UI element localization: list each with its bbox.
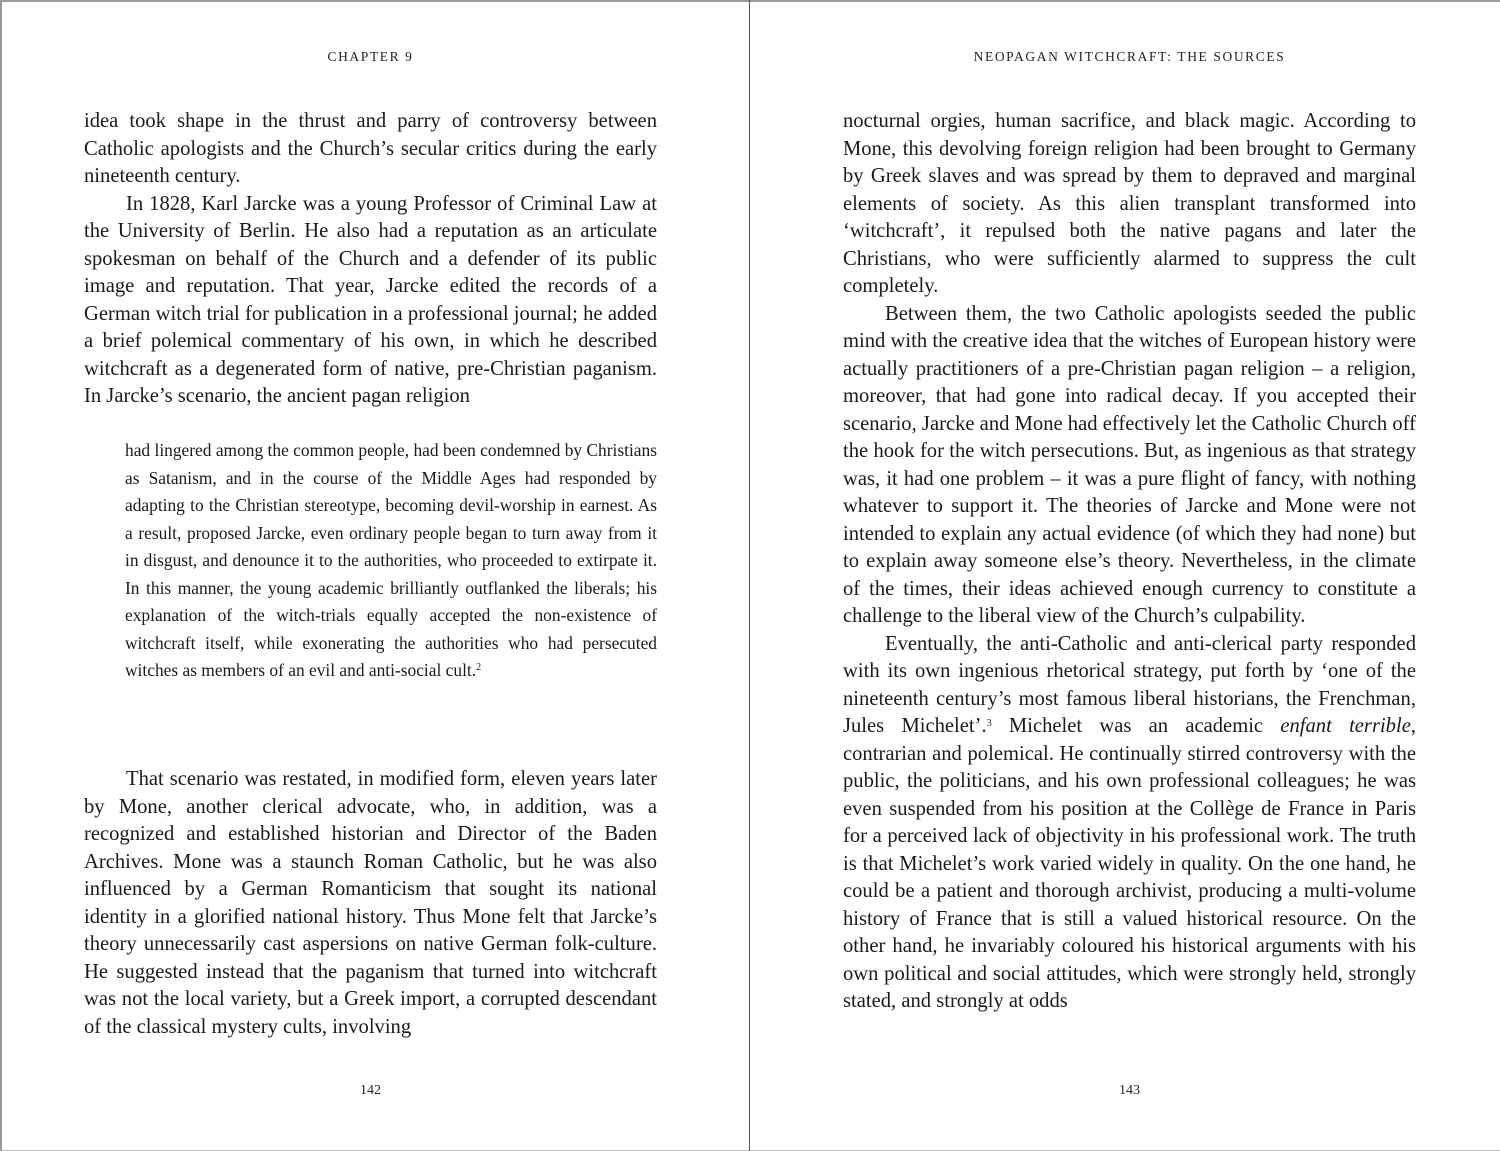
page-number-right: 143 xyxy=(1119,1083,1140,1098)
block-quote xyxy=(125,437,657,685)
paragraph-text: Eventually, the anti-Catholic and anti-clerical party responded with its own ingenious rhetorical strategy, put forth by ‘one of the nineteenth century’s most famous liberal historians, the Frenchman, Jules Michelet’. xyxy=(843,632,1416,737)
paragraph: That scenario was restated, in modified form, eleven years later by Mone, another clerical advocate, who, in addition, was a recognized and established historian and Director of the Baden Archives. Mone was a staunch Roman Catholic, but he was also influenced by a German Romanticism that sought its national identity in a glorified national history. Thus Mone felt that Jarcke’s theory unnecessarily cast aspersions on native German folk-culture. He suggested instead that the paganism that turned into witchcraft was not the local variety, but a Greek import, a corrupted descendant of the classical mystery cults, involving xyxy=(84,768,657,1038)
italic-phrase: enfant terrible xyxy=(1280,715,1411,737)
right-body-text xyxy=(843,108,1416,1016)
footnote-ref[interactable]: 3 xyxy=(986,718,992,729)
paragraph-text: , contrarian and polemical. He continually stirred controversy with the public, the politicians, and his own professional colleagues; he was even suspended from his position at the Collège de France in Paris for a perceived lack of objectivity in his professional work. The truth is that Michelet’s work varied widely in quality. On the one hand, he could be a patient and thorough archivist, producing a multi-volume history of France that is still a valued historical resource. On the other hand, he invariably coloured his historical arguments with his own political and social attitudes, which were strongly held, strongly stated, and strongly at odds xyxy=(843,715,1417,1012)
footnote-ref[interactable]: 2 xyxy=(476,662,482,673)
paragraph-michelet xyxy=(843,631,1416,1016)
left-body-text-continued xyxy=(84,766,657,1041)
paragraph-text: Michelet was an academic xyxy=(991,715,1281,737)
left-page xyxy=(84,0,657,1151)
block-quote-text: had lingered among the common people, had been condemned by Christians as Satanism, and in the course of the Middle Ages had responded by adapting to the Christian stereotype, becoming devil-worship in earnest. As a result, proposed Jarcke, even ordinary people began to turn away from it in disgust, and denounce it to the authorities, who proceeded to extirpate it. In this manner, the young academic brilliantly outflanked the liberals; his explanation of the witch-trials equally accepted the non-existence of witchcraft itself, while exonerating the authorities who had persecuted witches as members of an evil and anti-social cult. xyxy=(125,440,657,680)
paragraph: Between them, the two Catholic apologists seeded the public mind with the creative idea that the witches of European history were actually practitioners of a pre-Christian pagan religion – a religion, moreover, that had gone into radical decay. If you accepted their scenario, Jarcke and Mone had effectively let the Catholic Church off the hook for the witch persecutions. But, as ingenious as that strategy was, it had one problem – it was a pure flight of fancy, with nothing whatever to support it. The theories of Jarcke and Mone were not intended to explain any actual evidence (of which they had none) but to explain away someone else’s theory. Nevertheless, in the climate of the times, their ideas achieved enough currency to constitute a challenge to the liberal view of the Church’s culpability. xyxy=(843,302,1416,627)
running-head-left: CHAPTER 9 xyxy=(327,49,414,64)
page-gutter-divider xyxy=(749,0,750,1151)
page-number-left: 142 xyxy=(360,1083,381,1098)
paragraph: In 1828, Karl Jarcke was a young Professor of Criminal Law at the University of Berlin. He also had a reputation as an articulate spokesman on behalf of the Church and a defender of its public image and reputation. That year, Jarcke edited the records of a German witch trial for publication in a professional journal; he added a brief polemical commentary of his own, in which he described witchcraft as a degenerated form of native, pre-Christian paganism. In Jarcke’s scenario, the ancient pagan religion xyxy=(84,192,657,407)
left-body-text xyxy=(84,108,657,411)
right-page xyxy=(843,0,1416,1151)
paragraph: nocturnal orgies, human sacrifice, and black magic. According to Mone, this devolving foreign religion had been brought to Germany by Greek slaves and was spread by them to depraved and marginal elements of society. As this alien transplant transformed into ‘witchcraft’, it repulsed both the native pagans and later the Christians, who were sufficiently alarmed to suppress the cult completely. xyxy=(843,110,1416,297)
paragraph: idea took shape in the thrust and parry of controversy between Catholic apologists and the Church’s secular critics during the early nineteenth century. xyxy=(84,110,657,187)
running-head-right: NEOPAGAN WITCHCRAFT: THE SOURCES xyxy=(973,49,1286,64)
